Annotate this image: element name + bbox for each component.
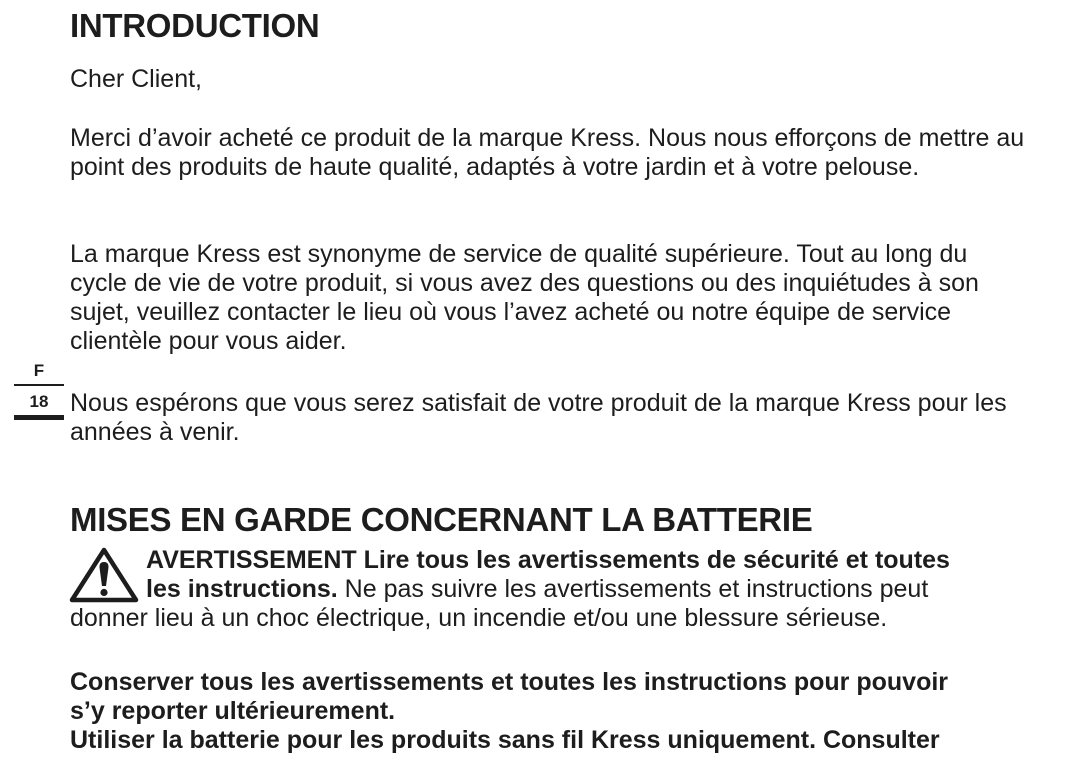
marker-bar [14,415,64,420]
intro-paragraph-1: Merci d’avoir acheté ce produit de la marque Kress. Nous nous efforçons de mettre au point des produits de haute qualité, adaptés à votre jardin et à votre pelouse. [70,124,1025,181]
intro-paragraph-2: La marque Kress est synonyme de service de qualité supérieure. Tout au long du cycle de vie de votre produit, si vous avez des questions ou des inquiétudes à son sujet, veuillez contacter le lieu où vous l’avez acheté ou notre équipe de service clientèle pour vous aider. [70,240,979,355]
battery-warnings-heading: MISES EN GARDE CONCERNANT LA BATTERIE [70,501,813,538]
introduction-heading: INTRODUCTION [70,7,320,44]
language-code: F [33,361,45,380]
keep-line-3: Utiliser la batterie pour les produits sans fil Kress uniquement. Consulter [70,726,940,754]
keep-line-1: Conserver tous les avertissements et toutes les instructions pour pouvoir [70,668,949,696]
warning-bold-line-1: AVERTISSEMENT Lire tous les avertissements de sécurité et toutes [146,546,950,574]
page-number: 18 [29,391,49,411]
greeting-text: Cher Client, [70,65,202,93]
warning-triangle-icon [69,546,139,604]
intro-paragraph-3: Nous espérons que vous serez satisfait de votre produit de la marque Kress pour les années à venir. [70,389,1007,446]
warning-line-2 [70,575,1080,604]
keep-line-2: s’y reporter ultérieurement. [70,697,396,725]
warning-bold-line-2: les instructions. [146,575,338,603]
safety-warning-block [70,546,1080,633]
warning-rest-line-3: donner lieu à un choc électrique, un incendie et/ou une blessure sérieuse. [70,604,888,632]
page-marker [14,360,64,420]
keep-instructions-block [70,668,1080,755]
warning-rest-line-2: Ne pas suivre les avertissements et instructions peut [337,575,929,603]
marker-divider [14,384,64,386]
